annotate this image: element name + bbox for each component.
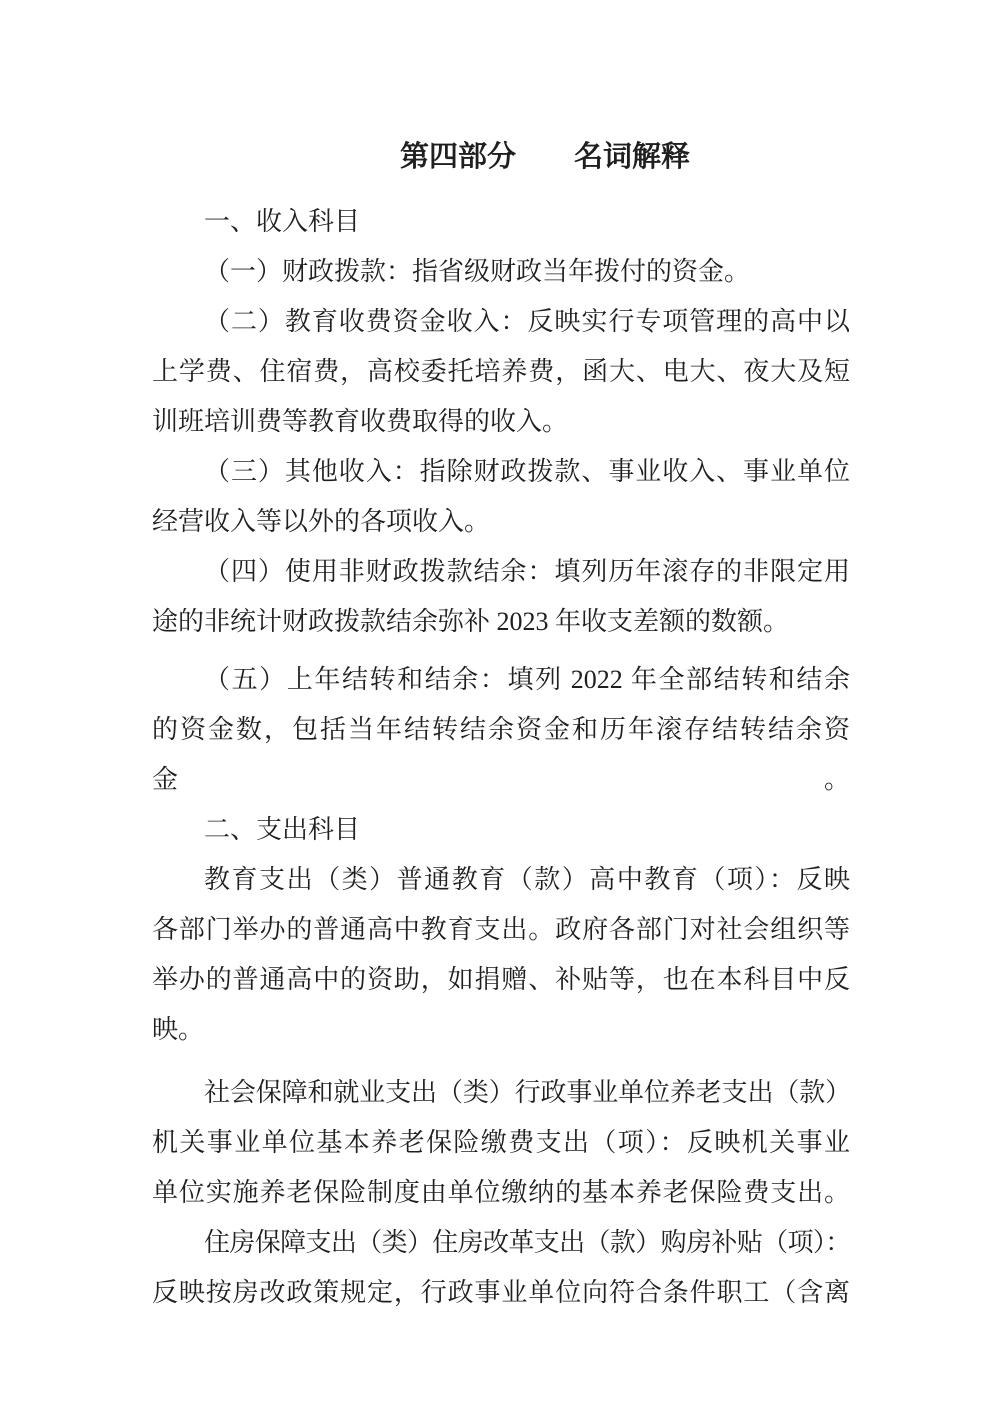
text-line: （四）使用非财政拨款结余：填列历年滚存的非限定用: [204, 557, 850, 586]
document-page: [152, 132, 850, 1318]
text-line: 单位实施养老保险制度由单位缴纳的基本养老保险费支出。: [152, 1178, 850, 1207]
text-line: 一、收入科目: [204, 207, 361, 236]
text-line: 二、支出科目: [204, 815, 361, 844]
text-line: （一）财政拨款：指省级财政当年拨付的资金。: [204, 257, 751, 286]
document-title: 第四部分 名词解释: [399, 141, 690, 173]
paragraph-income-heading: [152, 197, 850, 247]
paragraph-expenditure-heading: [152, 805, 850, 855]
paragraph-income-2: [152, 297, 850, 447]
paragraph-income-4: [152, 547, 850, 647]
text-line: 的资金数，包括当年结转结余资金和历年滚存结转结余资金。: [152, 715, 850, 794]
text-line: 各部门举办的普通高中教育支出。政府各部门对社会组织等: [152, 915, 850, 944]
paragraph-income-1: [152, 247, 850, 297]
text-line: 社会保障和就业支出（类）行政事业单位养老支出（款）: [204, 1078, 850, 1107]
text-line: 经营收入等以外的各项收入。: [152, 507, 491, 536]
paragraph-social-security-expenditure: [152, 1068, 850, 1218]
text-line: 途的非统计财政拨款结余弥补 2023 年收支差额的数额。: [152, 607, 790, 636]
text-line: 教育支出（类）普通教育（款）高中教育（项）：反映: [204, 865, 850, 894]
text-line: （五）上年结转和结余：填列 2022 年全部结转和结余: [204, 665, 850, 694]
paragraph-income-3: [152, 447, 850, 547]
text-line: 映。: [152, 1015, 205, 1044]
text-line: （三）其他收入：指除财政拨款、事业收入、事业单位: [204, 457, 850, 486]
text-line: 机关事业单位基本养老保险缴费支出（项）：反映机关事业: [152, 1128, 850, 1157]
paragraph-housing-expenditure: [152, 1218, 850, 1318]
paragraph-income-5: [152, 655, 850, 805]
text-line: 训班培训费等教育收费取得的收入。: [152, 407, 569, 436]
text-line: 住房保障支出（类）住房改革支出（款）购房补贴（项）：: [204, 1228, 850, 1257]
text-line: 举办的普通高中的资助，如捐赠、补贴等，也在本科目中反: [152, 965, 850, 994]
text-line: （二）教育收费资金收入：反映实行专项管理的高中以: [204, 307, 850, 336]
text-line: 反映按房改政策规定，行政事业单位向符合条件职工（含离: [152, 1278, 850, 1307]
paragraph-education-expenditure: [152, 855, 850, 1055]
text-line: 上学费、住宿费，高校委托培养费，函大、电大、夜大及短: [152, 357, 850, 386]
